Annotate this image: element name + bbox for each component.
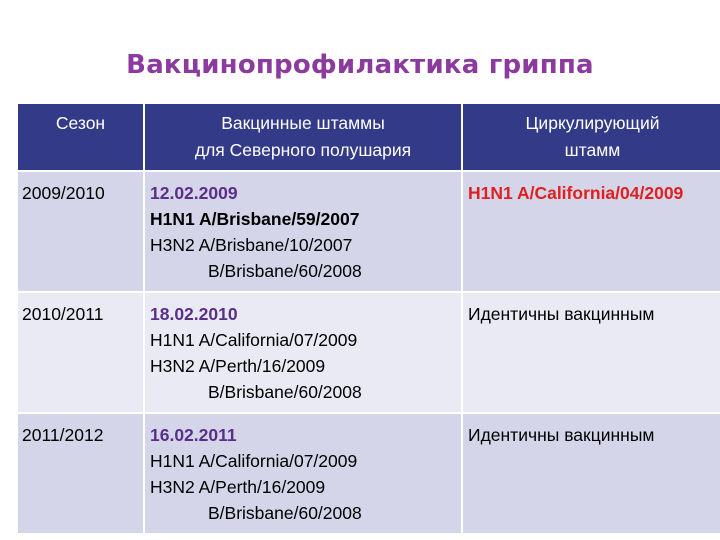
season-cell: 2009/2010 <box>18 172 145 291</box>
circulating-strain: H1N1 A/California/04/2009 <box>468 183 684 203</box>
strain-h3n2: H3N2 A/Perth/16/2009 <box>150 477 326 497</box>
header-circulating-line1: Циркулирующий <box>525 113 660 133</box>
strain-h3n2: H3N2 A/Brisbane/10/2007 <box>150 235 353 255</box>
vaccine-table <box>16 104 720 535</box>
table-row <box>18 172 720 293</box>
circulating-cell <box>463 172 720 291</box>
header-strains-line2: для Северного полушария <box>194 140 412 160</box>
header-circulating-line2: штамм <box>564 140 621 160</box>
header-season: Сезон <box>18 104 145 170</box>
table-row <box>18 293 720 414</box>
header-strains-line1: Вакцинные штаммы <box>221 113 385 133</box>
header-vaccine-strains <box>145 104 463 170</box>
strain-h1n1: H1N1 A/California/07/2009 <box>150 330 358 350</box>
strain-date: 18.02.2010 <box>150 304 238 324</box>
strain-h1n1: H1N1 A/California/07/2009 <box>150 451 358 471</box>
circulating-cell <box>463 293 720 412</box>
circulating-strain: Идентичны вакцинным <box>468 304 655 324</box>
strains-cell <box>145 172 463 291</box>
strain-h1n1: H1N1 A/Brisbane/59/2007 <box>150 209 360 229</box>
strains-cell <box>145 293 463 412</box>
circulating-strain: Идентичны вакцинным <box>468 425 655 445</box>
table-row <box>18 414 720 535</box>
header-circulating-strain <box>463 104 720 170</box>
strain-b: B/Brisbane/60/2008 <box>208 261 362 281</box>
table-header-row <box>18 104 720 172</box>
strains-cell <box>145 414 463 533</box>
strain-b: B/Brisbane/60/2008 <box>208 503 362 523</box>
strain-date: 12.02.2009 <box>150 183 238 203</box>
season-cell: 2010/2011 <box>18 293 145 412</box>
slide-title: Вакцинопрофилактика гриппа <box>126 50 594 80</box>
circulating-cell <box>463 414 720 533</box>
strain-date: 16.02.2011 <box>150 425 237 445</box>
strain-b: B/Brisbane/60/2008 <box>208 382 362 402</box>
strain-h3n2: H3N2 A/Perth/16/2009 <box>150 356 326 376</box>
season-cell: 2011/2012 <box>18 414 145 533</box>
